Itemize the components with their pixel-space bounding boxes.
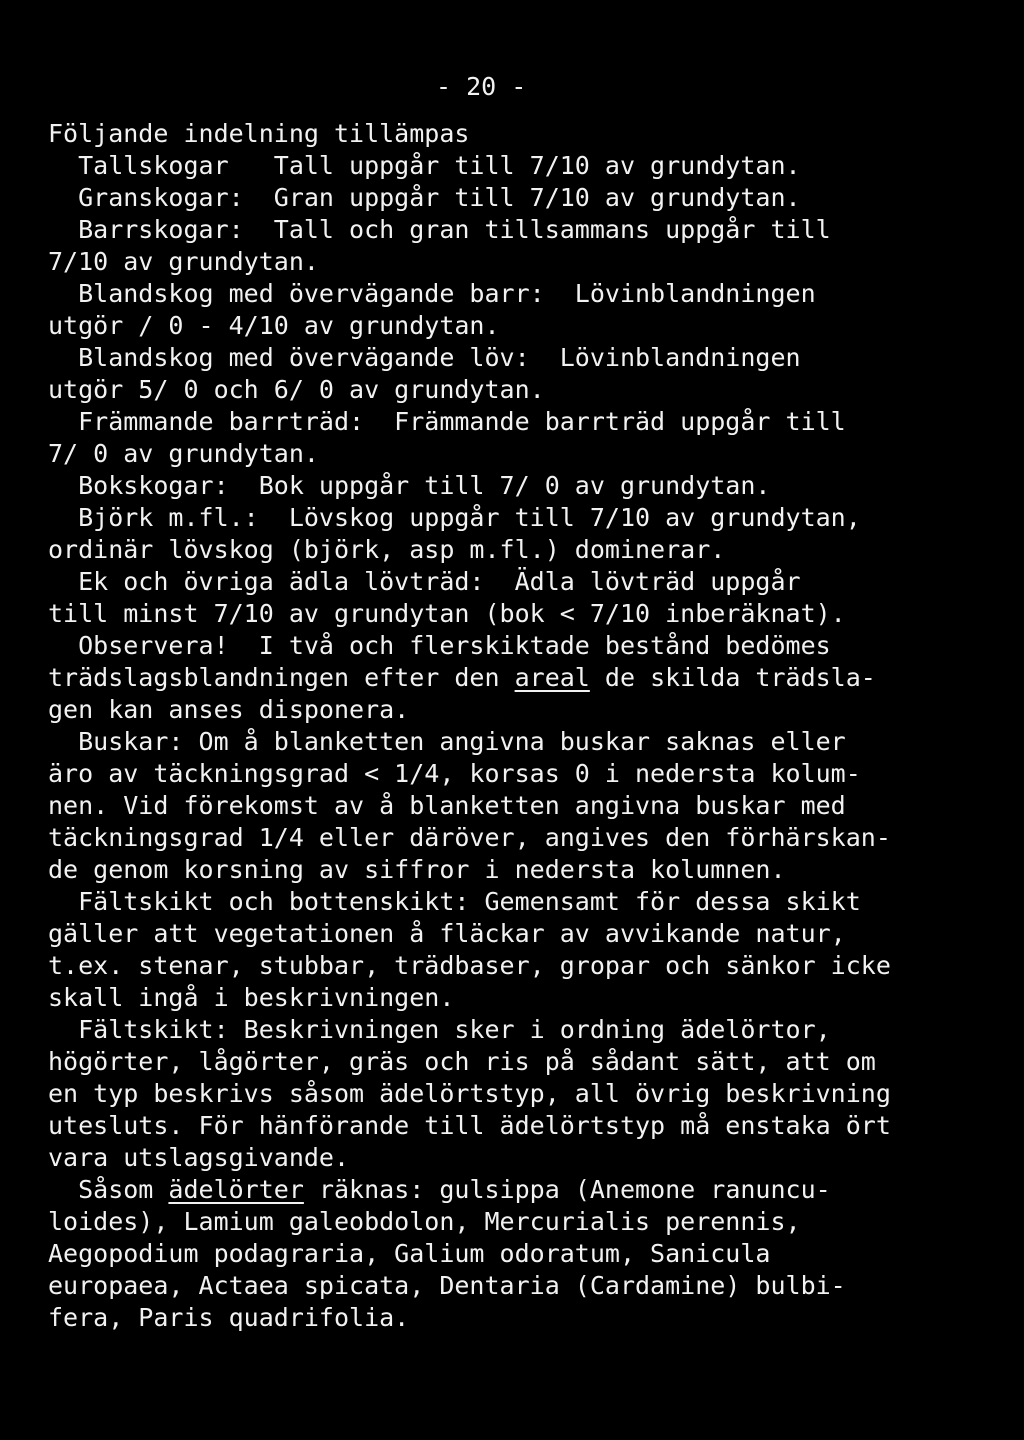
text-line: utesluts. För hänförande till ädelörtstyp må enstaka ört <box>48 1111 891 1140</box>
text-line: europaea, Actaea spicata, Dentaria (Cardamine) bulbi- <box>48 1271 846 1300</box>
text-line: Tallskogar Tall uppgår till 7/10 av grundytan. <box>48 151 801 180</box>
text-line: de genom korsning av siffror i nedersta kolumnen. <box>48 855 786 884</box>
text-line: täckningsgrad 1/4 eller däröver, angives den förhärskan- <box>48 823 891 852</box>
text-line: Observera! I två och flerskiktade bestånd bedömes <box>48 631 831 660</box>
text-line: Björk m.fl.: Lövskog uppgår till 7/10 av grundytan, <box>48 503 861 532</box>
text-line: ordinär lövskog (björk, asp m.fl.) dominerar. <box>48 535 726 564</box>
text-line: 7/ 0 av grundytan. <box>48 439 319 468</box>
underlined-term: ädelörter <box>168 1175 304 1204</box>
text-line: utgör / 0 - 4/10 av grundytan. <box>48 311 500 340</box>
text-line: gäller att vegetationen å fläckar av avvikande natur, <box>48 919 846 948</box>
text-line: Barrskogar: Tall och gran tillsammans uppgår till <box>48 215 831 244</box>
text-line: Buskar: Om å blanketten angivna buskar saknas eller <box>48 727 846 756</box>
text-line: Bokskogar: Bok uppgår till 7/ 0 av grundytan. <box>48 471 771 500</box>
text-line: Ek och övriga ädla lövträd: Ädla lövträd uppgår <box>48 567 801 596</box>
text-line: gen kan anses disponera. <box>48 695 410 724</box>
text-line: en typ beskrivs såsom ädelörtstyp, all övrig beskrivning <box>48 1079 891 1108</box>
text-line: Fältskikt och bottenskikt: Gemensamt för dessa skikt <box>48 887 861 916</box>
text-line: Blandskog med övervägande löv: Lövinblandningen <box>48 343 801 372</box>
text-line: trädslagsblandningen efter den areal de skilda trädsla- <box>48 663 876 692</box>
underlined-term: areal <box>514 663 590 692</box>
text-line: Såsom ädelörter räknas: gulsippa (Anemone ranuncu- <box>48 1175 831 1204</box>
text-line: till minst 7/10 av grundytan (bok < 7/10 inberäknat). <box>48 599 846 628</box>
text-line: vara utslagsgivande. <box>48 1143 350 1172</box>
text-line: Följande indelning tillämpas <box>48 119 470 148</box>
text-line: Främmande barrträd: Främmande barrträd uppgår till <box>48 407 846 436</box>
text-line: t.ex. stenar, stubbar, trädbaser, gropar och sänkor icke <box>48 951 891 980</box>
text-line: Fältskikt: Beskrivningen sker i ordning ädelörtor, <box>48 1015 831 1044</box>
text-line: utgör 5/ 0 och 6/ 0 av grundytan. <box>48 375 545 404</box>
text-line: loides), Lamium galeobdolon, Mercurialis perennis, <box>48 1207 801 1236</box>
text-line: 7/10 av grundytan. <box>48 247 319 276</box>
text-line: nen. Vid förekomst av å blanketten angivna buskar med <box>48 791 846 820</box>
text-line: Granskogar: Gran uppgår till 7/10 av grundytan. <box>48 183 801 212</box>
text-line: äro av täckningsgrad < 1/4, korsas 0 i nedersta kolum- <box>48 759 861 788</box>
text-line: Aegopodium podagraria, Galium odoratum, Sanicula <box>48 1239 771 1268</box>
body-text <box>48 118 1008 1334</box>
page-number: - 20 - <box>436 72 527 101</box>
text-line: skall ingå i beskrivningen. <box>48 983 455 1012</box>
text-line: Blandskog med övervägande barr: Lövinblandningen <box>48 279 816 308</box>
text-line: högörter, lågörter, gräs och ris på sådant sätt, att om <box>48 1047 876 1076</box>
text-line: fera, Paris quadrifolia. <box>48 1303 410 1332</box>
